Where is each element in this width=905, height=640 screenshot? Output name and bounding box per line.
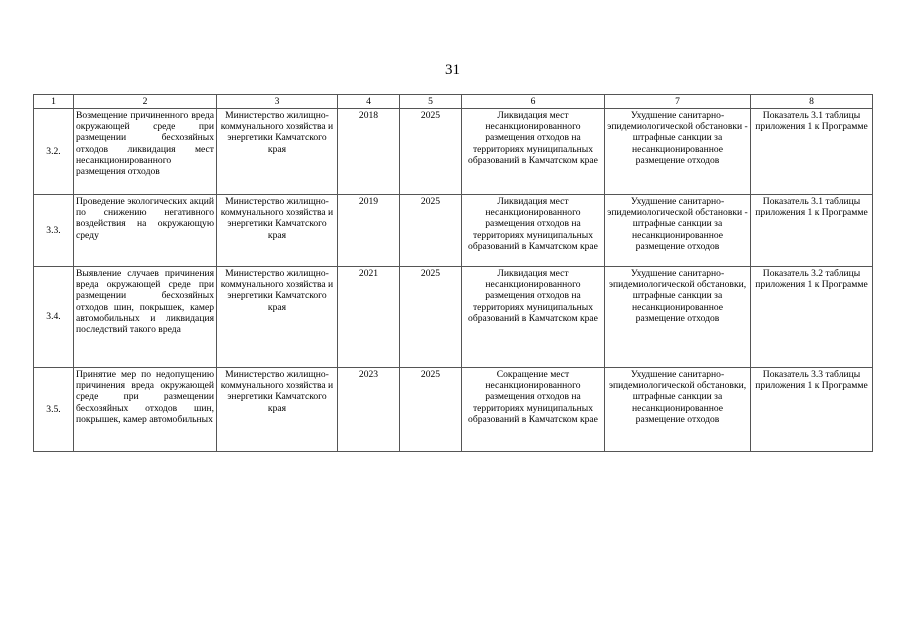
column-number: 6 — [462, 95, 605, 109]
column-numbers-row — [34, 95, 873, 109]
measure-cell: Проведение экологических акций по снижению негативного воздействия на окружающую среду — [74, 195, 217, 267]
table-row — [34, 267, 873, 368]
indicator-cell: Показатель 3.2 таблицы приложения 1 к Программе — [751, 267, 873, 368]
indicator-cell: Показатель 3.1 таблицы приложения 1 к Программе — [751, 109, 873, 195]
end-year-cell: 2025 — [400, 267, 462, 368]
column-number: 2 — [74, 95, 217, 109]
row-number: 3.5. — [34, 368, 74, 452]
column-number: 8 — [751, 95, 873, 109]
table-row — [34, 109, 873, 195]
executor-cell: Министерство жилищно-коммунального хозяйства и энергетики Камчатского края — [217, 109, 338, 195]
start-year-cell: 2021 — [338, 267, 400, 368]
end-year-cell: 2025 — [400, 368, 462, 452]
consequence-cell: Ухудшение санитарно-эпидемиологической обстановки - штрафные санкции за несанкционированное размещение отходов — [605, 109, 751, 195]
result-cell: Ликвидация мест несанкционированного размещения отходов на территориях муниципальных образований в Камчатском крае — [462, 195, 605, 267]
indicator-cell: Показатель 3.1 таблицы приложения 1 к Программе — [751, 195, 873, 267]
executor-cell: Министерство жилищно-коммунального хозяйства и энергетики Камчатского края — [217, 195, 338, 267]
row-number: 3.4. — [34, 267, 74, 368]
column-number: 3 — [217, 95, 338, 109]
measure-cell: Возмещение причиненного вреда окружающей среде при размещении бесхозяйных отходов ликвидация мест несанкционированного размещения отходов — [74, 109, 217, 195]
column-number: 5 — [400, 95, 462, 109]
row-number: 3.2. — [34, 109, 74, 195]
page-number: 31 — [445, 62, 460, 78]
executor-cell: Министерство жилищно-коммунального хозяйства и энергетики Камчатского края — [217, 368, 338, 452]
start-year-cell: 2023 — [338, 368, 400, 452]
result-cell: Ликвидация мест несанкционированного размещения отходов на территориях муниципальных образований в Камчатском крае — [462, 109, 605, 195]
start-year-cell: 2019 — [338, 195, 400, 267]
measures-table — [33, 94, 873, 452]
indicator-cell: Показатель 3.3 таблицы приложения 1 к Программе — [751, 368, 873, 452]
column-number: 1 — [34, 95, 74, 109]
consequence-cell: Ухудшение санитарно-эпидемиологической обстановки - штрафные санкции за несанкционированное размещение отходов — [605, 195, 751, 267]
executor-cell: Министерство жилищно-коммунального хозяйства и энергетики Камчатского края — [217, 267, 338, 368]
end-year-cell: 2025 — [400, 195, 462, 267]
table-row — [34, 368, 873, 452]
table-row — [34, 195, 873, 267]
consequence-cell: Ухудшение санитарно-эпидемиологической обстановки, штрафные санкции за несанкционированное размещение отходов — [605, 267, 751, 368]
row-number: 3.3. — [34, 195, 74, 267]
measure-cell: Принятие мер по недопущению причинения вреда окружающей среде при размещении бесхозяйных отходов шин, покрышек, камер автомобильных — [74, 368, 217, 452]
result-cell: Сокращение мест несанкционированного размещения отходов на территориях муниципальных образований в Камчатском крае — [462, 368, 605, 452]
consequence-cell: Ухудшение санитарно-эпидемиологической обстановки, штрафные санкции за несанкционированное размещение отходов — [605, 368, 751, 452]
result-cell: Ликвидация мест несанкционированного размещения отходов на территориях муниципальных образований в Камчатском крае — [462, 267, 605, 368]
column-number: 4 — [338, 95, 400, 109]
start-year-cell: 2018 — [338, 109, 400, 195]
end-year-cell: 2025 — [400, 109, 462, 195]
column-number: 7 — [605, 95, 751, 109]
measure-cell: Выявление случаев причинения вреда окружающей среде при размещении бесхозяйных отходов шин, покрышек, камер автомобильных и ликвидация последствий такого вреда — [74, 267, 217, 368]
